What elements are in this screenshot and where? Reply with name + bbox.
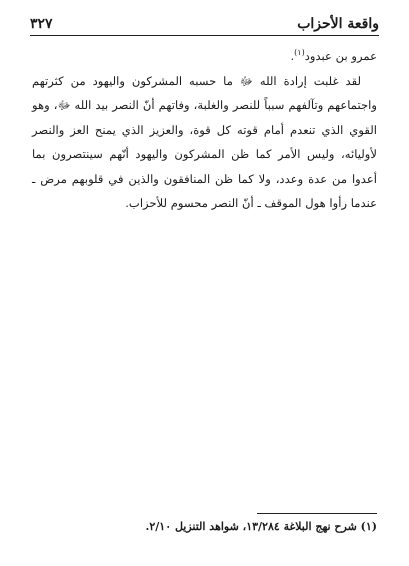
footnote-reference: (١) [294, 48, 305, 58]
footnote-rule [257, 513, 377, 514]
main-paragraph: لقد غلبت إرادة الله ﷻ ما حسبه المشركون واليهود من كثرتهم واجتماعهم وتآلفهم سبباً للنصر والغلبة، وفاتهم أنّ النصر بيد الله ﷻ، وهو القوي الذي تنعدم أمام قوته كل قوة، والعزيز الذي يمنح العز والنصر لأوليائه، وليس الأمر كما ظن المشركون واليهود أنّهم سينتصرون بما أعدوا من عدة وعدد، ولا كما ظن المنافقون والذين في قلوبهم مرض ـ عندما رأوا هول الموقف ـ أنّ النصر محسوم للأحزاب. [32, 73, 377, 210]
continuation-line: عمرو بن عبدود$^{(١)}$. [290, 48, 377, 63]
footnote: (١) شرح نهج البلاغة ١٣/٢٨٤، شواهد التنزيل ٢/١٠. [145, 520, 377, 533]
page-number: ٣٢٧ [30, 16, 53, 32]
chapter-title: واقعة الأحزاب [297, 16, 379, 32]
header-rule [30, 35, 379, 36]
page-header [30, 10, 379, 32]
body-text [32, 44, 377, 216]
continuation-text: عمرو بن عبدود [304, 49, 377, 63]
